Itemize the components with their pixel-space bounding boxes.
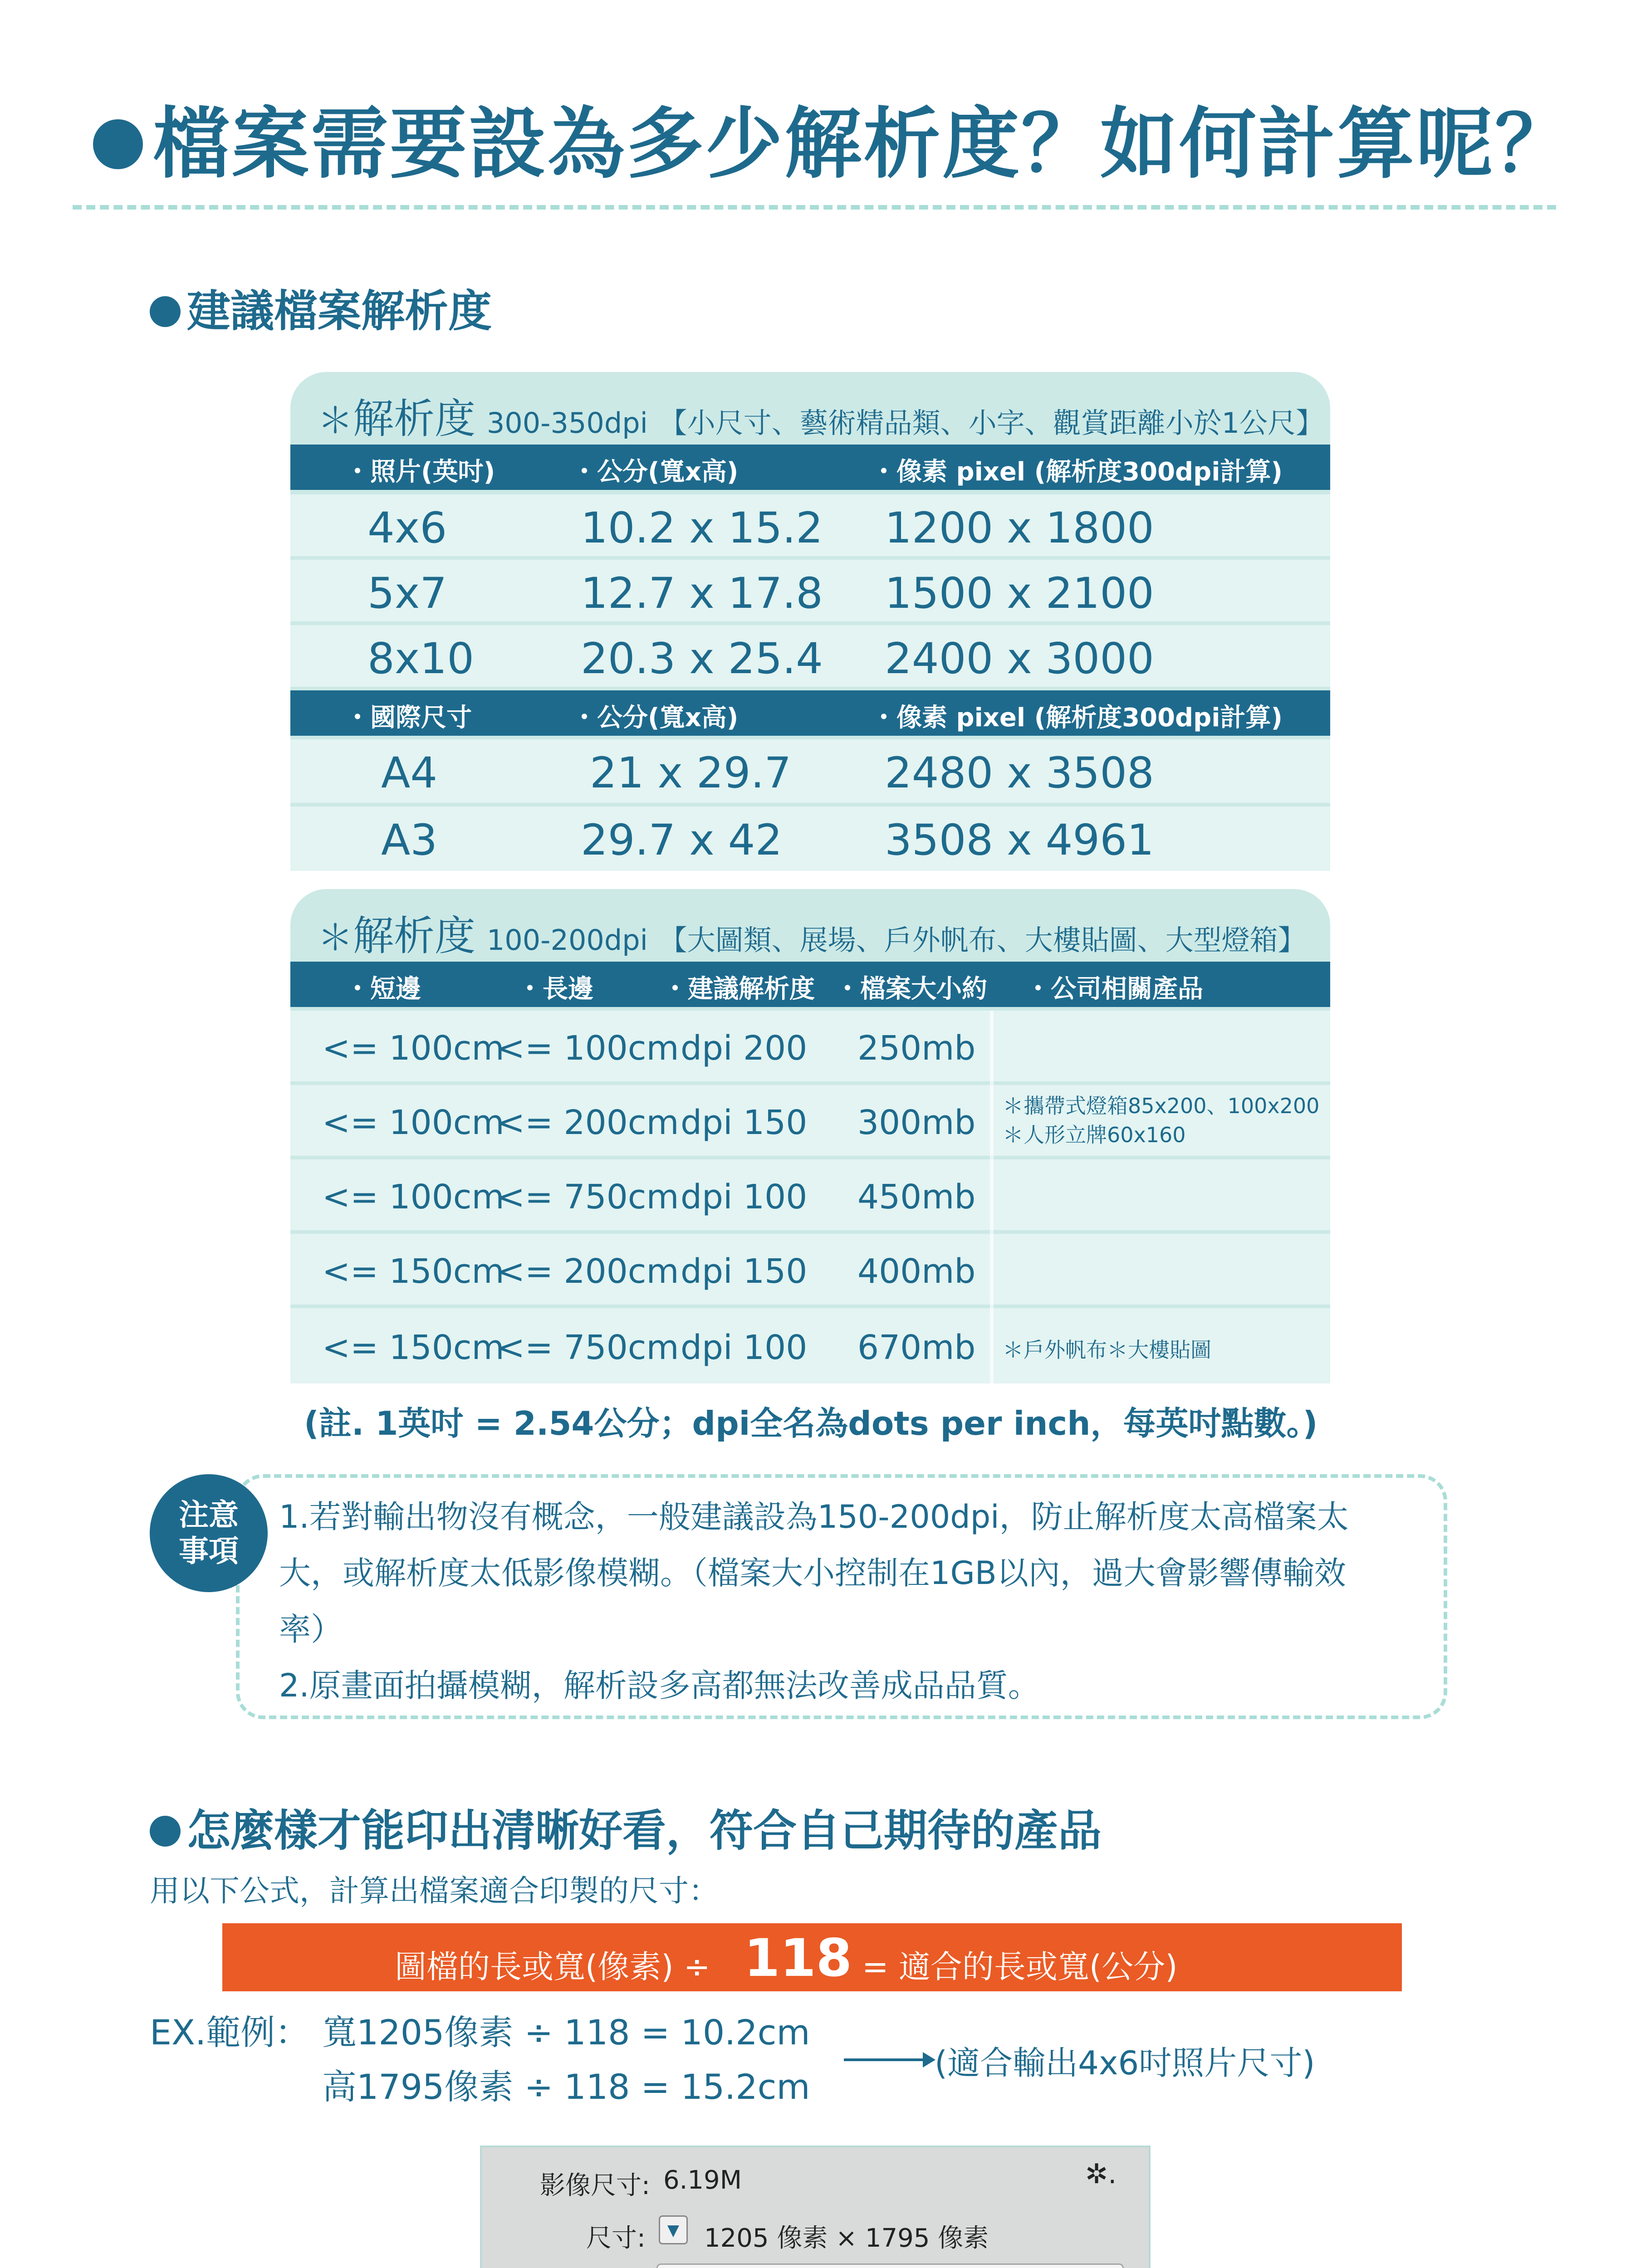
example-line-height: 高1795像素 ÷ 118 = 15.2cm — [322, 2067, 810, 2107]
table-row: A4 21 x 29.7 2480 x 3508 — [290, 739, 1330, 803]
table-row: A3 29.7 x 42 3508 x 4961 — [290, 807, 1330, 871]
table-header: ・短邊 ・長邊 ・建議解析度 ・檔案大小約 ・公司相關產品 — [290, 962, 1330, 1007]
table-row: <= 150cm <= 750cm dpi 100 670mb ＊戶外帆布＊大樓貼圖 — [290, 1308, 1330, 1383]
page-title: 檔案需要設為多少解析度？如何計算呢？ — [93, 82, 1574, 193]
example-line-width: 寬1205像素 ÷ 118 = 10.2cm — [322, 2012, 810, 2053]
bullet-dot-icon — [150, 296, 181, 327]
example-result: (適合輸出4x6吋照片尺寸) — [935, 2044, 1315, 2082]
notice-text: 1.若對輸出物沒有概念，一般建議設為150-200dpi，防止解析度太高檔案太 大，或解析度太低影像模糊。（檔案大小控制在1GB以內，過大會影響傳輸效 率） 2.原畫面拍攝模糊，解析設多高都無法改善成品品質。 — [279, 1498, 1349, 1704]
resolution-table-100dpi — [290, 889, 1330, 1383]
table-title: ＊解析度 100-200dpi 【大圖類、展場、戶外帆布、大樓貼圖、大型燈箱】 — [318, 912, 1306, 960]
bullet-dot-icon — [93, 119, 143, 169]
arrow-icon — [844, 2058, 926, 2061]
table-row: <= 150cm <= 200cm dpi 150 400mb — [290, 1234, 1330, 1305]
notice-badge: 注意 事項 — [150, 1474, 268, 1592]
footnote: (註. 1英吋 = 2.54公分；dpi全名為dots per inch，每英吋點數。) — [304, 1404, 1318, 1442]
image-size-dialog: 影像尺寸: 6.19M ✲. 尺寸: ▼ 1205 像素 × 1795 像素 — [480, 2146, 1151, 2268]
resolution-table-300dpi — [290, 372, 1330, 871]
section-heading-print-quality: 怎麼樣才能印出清晰好看，符合自己期待的產品 — [150, 1796, 1102, 1858]
table-row: 5x7 12.7 x 17.8 1500 x 2100 — [290, 560, 1330, 621]
table-header: ・照片(英吋) ・公分(寬x高) ・像素 pixel (解析度300dpi計算) — [290, 445, 1330, 490]
table-header: ・國際尺寸 ・公分(寬x高) ・像素 pixel (解析度300dpi計算) — [290, 690, 1330, 736]
table-row: <= 100cm <= 200cm dpi 150 300mb ＊攜帶式燈箱85x200、100x200 ＊人形立牌60x160 — [290, 1085, 1330, 1156]
dashed-divider — [73, 205, 1556, 210]
example-label: EX.範例： — [150, 2012, 310, 2053]
table-title: ＊解析度 300-350dpi 【小尺寸、藝術精品類、小字、觀賞距離小於1公尺】 — [318, 395, 1324, 443]
table-row: 4x6 10.2 x 15.2 1200 x 1800 — [290, 494, 1330, 556]
related-products-note: ＊戶外帆布＊大樓貼圖 — [1003, 1338, 1211, 1362]
gear-icon[interactable]: ✲. — [1085, 2158, 1117, 2190]
column-divider — [990, 1011, 994, 1383]
table-row: <= 100cm <= 100cm dpi 200 250mb — [290, 1011, 1330, 1081]
bullet-dot-icon — [150, 1816, 181, 1847]
fit-to-select[interactable] — [656, 2263, 1124, 2268]
dims-dropdown-icon[interactable]: ▼ — [659, 2215, 688, 2244]
table-row: 8x10 20.3 x 25.4 2400 x 3000 — [290, 625, 1330, 687]
table-row: <= 100cm <= 750cm dpi 100 450mb — [290, 1159, 1330, 1230]
related-products-note: ＊攜帶式燈箱85x200、100x200 ＊人形立牌60x160 — [1003, 1094, 1320, 1147]
formula-intro: 用以下公式，計算出檔案適合印製的尺寸： — [150, 1873, 719, 1908]
formula-banner: 圖檔的長或寬(像素) ÷ 118 = 適合的長或寬(公分) — [222, 1923, 1402, 1991]
section-heading-resolution: 建議檔案解析度 — [150, 277, 492, 339]
